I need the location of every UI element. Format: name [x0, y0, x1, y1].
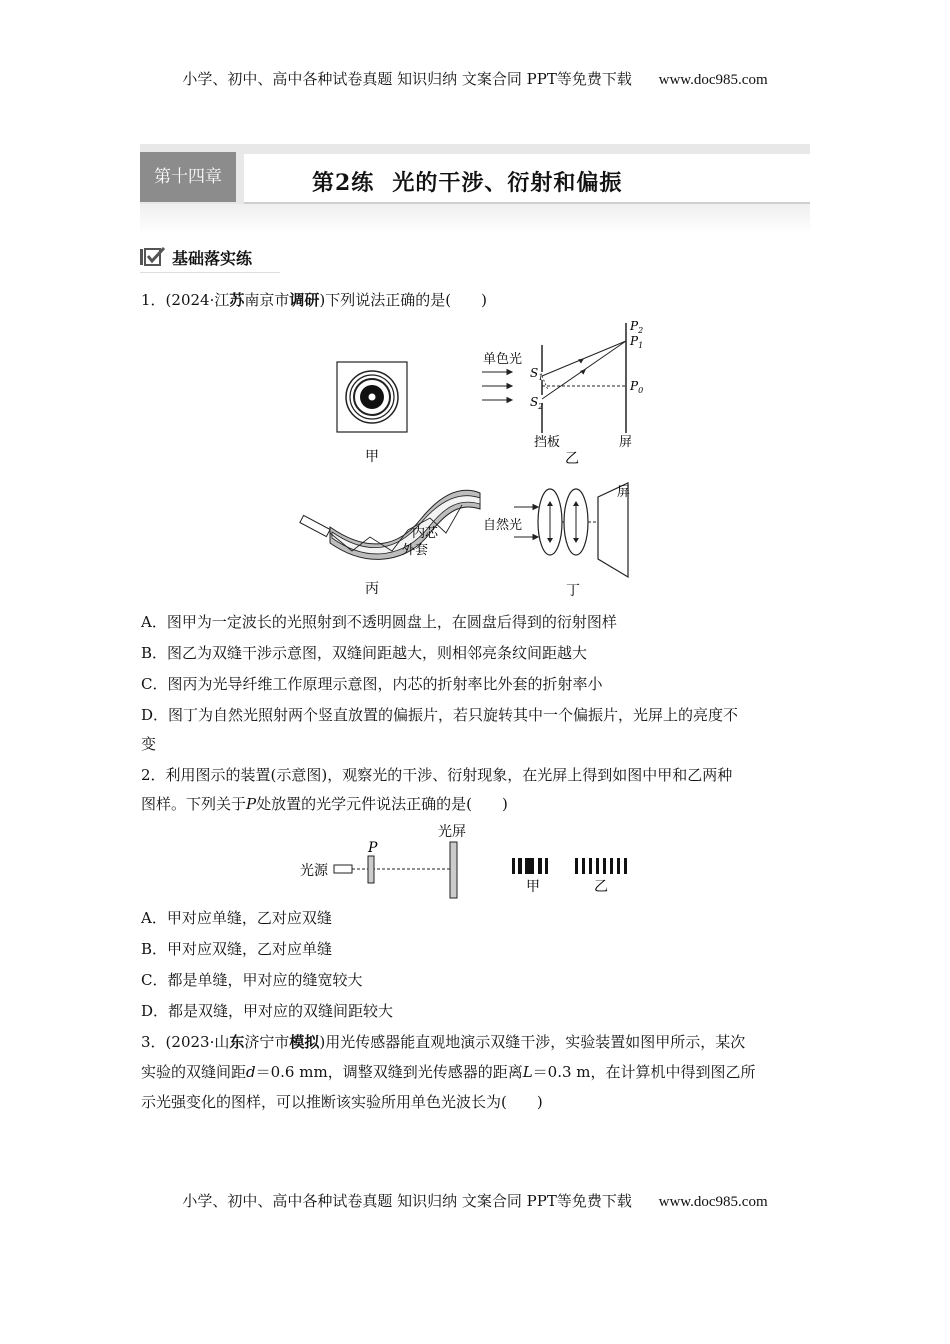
q2-stem-var: P: [246, 795, 257, 813]
label-light-screen: 光屏: [438, 824, 466, 840]
page-header: [0, 68, 950, 89]
q2-option-a[interactable]: A．甲对应单缝，乙对应双缝: [141, 909, 332, 927]
pattern-jia: [512, 858, 548, 874]
q3-line-1: [141, 1032, 745, 1052]
q3-line-2: [141, 1062, 756, 1082]
fig-jia-caption: 甲: [365, 449, 379, 465]
light-source: [300, 515, 330, 536]
q3-line-3: 示光强变化的图样，可以推断该实验所用单色光波长为( ): [141, 1093, 543, 1111]
section-divider: [140, 272, 280, 273]
lesson-topic: 光的干涉、衍射和偏振: [392, 170, 623, 196]
fig-jia: [337, 362, 407, 465]
chapter-label: 第十四章: [140, 152, 236, 202]
q2-option-d[interactable]: D．都是双缝，甲对应的双缝间距较大: [141, 1002, 394, 1020]
q2-option-c[interactable]: C．都是单缝，甲对应的缝宽较大: [141, 971, 363, 989]
q2-stem-post: 处放置的光学元件说法正确的是( ): [256, 795, 508, 813]
ray-arrow-2: [580, 369, 586, 375]
label-screen: 屏: [619, 435, 633, 450]
q3-var-d: d: [246, 1063, 256, 1081]
q1-option-d[interactable]: D．图丁为自然光照射两个竖直放置的偏振片，若只旋转其中一个偏振片，光屏上的亮度不: [141, 706, 739, 724]
q3-l1-d: )用光传感器能直观地演示双缝干涉，实验装置如图甲所示，某次: [319, 1033, 746, 1051]
q3-l1-c: 济宁市: [244, 1033, 290, 1051]
q1-option-d-cont: 变: [141, 735, 157, 753]
q3-l2-a: 实验的双缝间距: [141, 1063, 247, 1081]
q3-l2-c: ＝0.3 m，在计算机中得到图乙所: [532, 1063, 756, 1081]
footer-text: 小学、初中、高中各种试卷真题 知识归纳 文案合同 PPT等免费下载: [182, 1192, 632, 1210]
page-footer: [0, 1190, 950, 1211]
q2-figure: [296, 820, 646, 902]
source-box: [334, 865, 352, 873]
q3-l1-a: 3．(2023·山: [141, 1033, 230, 1051]
lesson-number: 第2练: [312, 170, 375, 196]
light-screen: [450, 842, 457, 898]
label-board: 挡板: [534, 435, 561, 450]
poisson-spot: [369, 394, 376, 401]
checkmark-icon: [140, 246, 166, 268]
fig-yi: [482, 319, 643, 467]
fig-bing: [300, 490, 480, 597]
banner-shadow: [140, 204, 810, 234]
q1-stem-prefix: 1．(2024·江: [141, 291, 230, 309]
footer-site[interactable]: www.doc985.com: [658, 1194, 768, 1210]
header-site[interactable]: www.doc985.com: [658, 72, 768, 88]
label-yi: 乙: [594, 879, 608, 895]
lesson-title: [312, 166, 622, 197]
label-p1: $P_1$: [630, 334, 644, 350]
q1-option-c[interactable]: C．图丙为光导纤维工作原理示意图，内芯的折射率比外套的折射率小: [141, 675, 603, 693]
q1-option-a[interactable]: A．图甲为一定波长的光照射到不透明圆盘上，在圆盘后得到的衍射图样: [141, 613, 617, 631]
label-p0: $P_0$: [630, 379, 644, 395]
label-s1: $S_1$: [530, 366, 544, 382]
label-s2: $S_2$: [530, 395, 544, 411]
fig-yi-light-label: 单色光: [483, 352, 523, 367]
label-screen: 屏: [617, 485, 631, 500]
q2-option-b[interactable]: B．甲对应双缝，乙对应单缝: [141, 940, 333, 958]
fig-ding: [483, 483, 630, 599]
label-source: 光源: [300, 863, 328, 879]
q1-figures: [290, 315, 660, 605]
q2-stem-line-1: 2．利用图示的装置(示意图)，观察光的干涉、衍射现象，在光屏上得到如图中甲和乙两种: [141, 766, 733, 784]
label-core: 内芯: [412, 526, 439, 541]
q1-stem-bold-2: 调研: [289, 291, 320, 309]
q3-l1-bold-1: 东: [229, 1033, 245, 1051]
section-label: 基础落实练: [172, 248, 253, 268]
q3-var-l: L: [522, 1063, 533, 1081]
pattern-yi: [575, 858, 627, 874]
section-heading: [140, 244, 252, 270]
label-p: P: [368, 840, 378, 856]
q2-stem-pre: 图样。下列关于: [141, 795, 247, 813]
q1-stem-bold-1: 苏: [229, 291, 245, 309]
label-cladding: 外套: [402, 543, 429, 558]
q1-option-b[interactable]: B．图乙为双缝干涉示意图，双缝间距越大，则相邻亮条纹间距越大: [141, 644, 588, 662]
label-jia: 甲: [526, 879, 540, 895]
label-p2: $P_2$: [630, 319, 644, 335]
label-natural-light: 自然光: [483, 518, 523, 533]
q1-stem-mid: 南京市: [244, 291, 290, 309]
element-p: [368, 856, 374, 883]
q2-stem-line-2: [141, 794, 508, 814]
header-text: 小学、初中、高中各种试卷真题 知识归纳 文案合同 PPT等免费下载: [182, 70, 632, 88]
q1-stem: [141, 290, 487, 310]
q1-stem-suffix: )下列说法正确的是( ): [319, 291, 487, 309]
q3-l1-bold-2: 模拟: [289, 1033, 320, 1051]
fig-yi-caption: 乙: [565, 451, 579, 467]
q3-l2-b: ＝0.6 mm，调整双缝到光传感器的距离: [255, 1063, 523, 1081]
fig-bing-caption: 丙: [365, 581, 379, 597]
fig-ding-caption: 丁: [566, 583, 580, 599]
incident-arrows: [482, 370, 512, 403]
